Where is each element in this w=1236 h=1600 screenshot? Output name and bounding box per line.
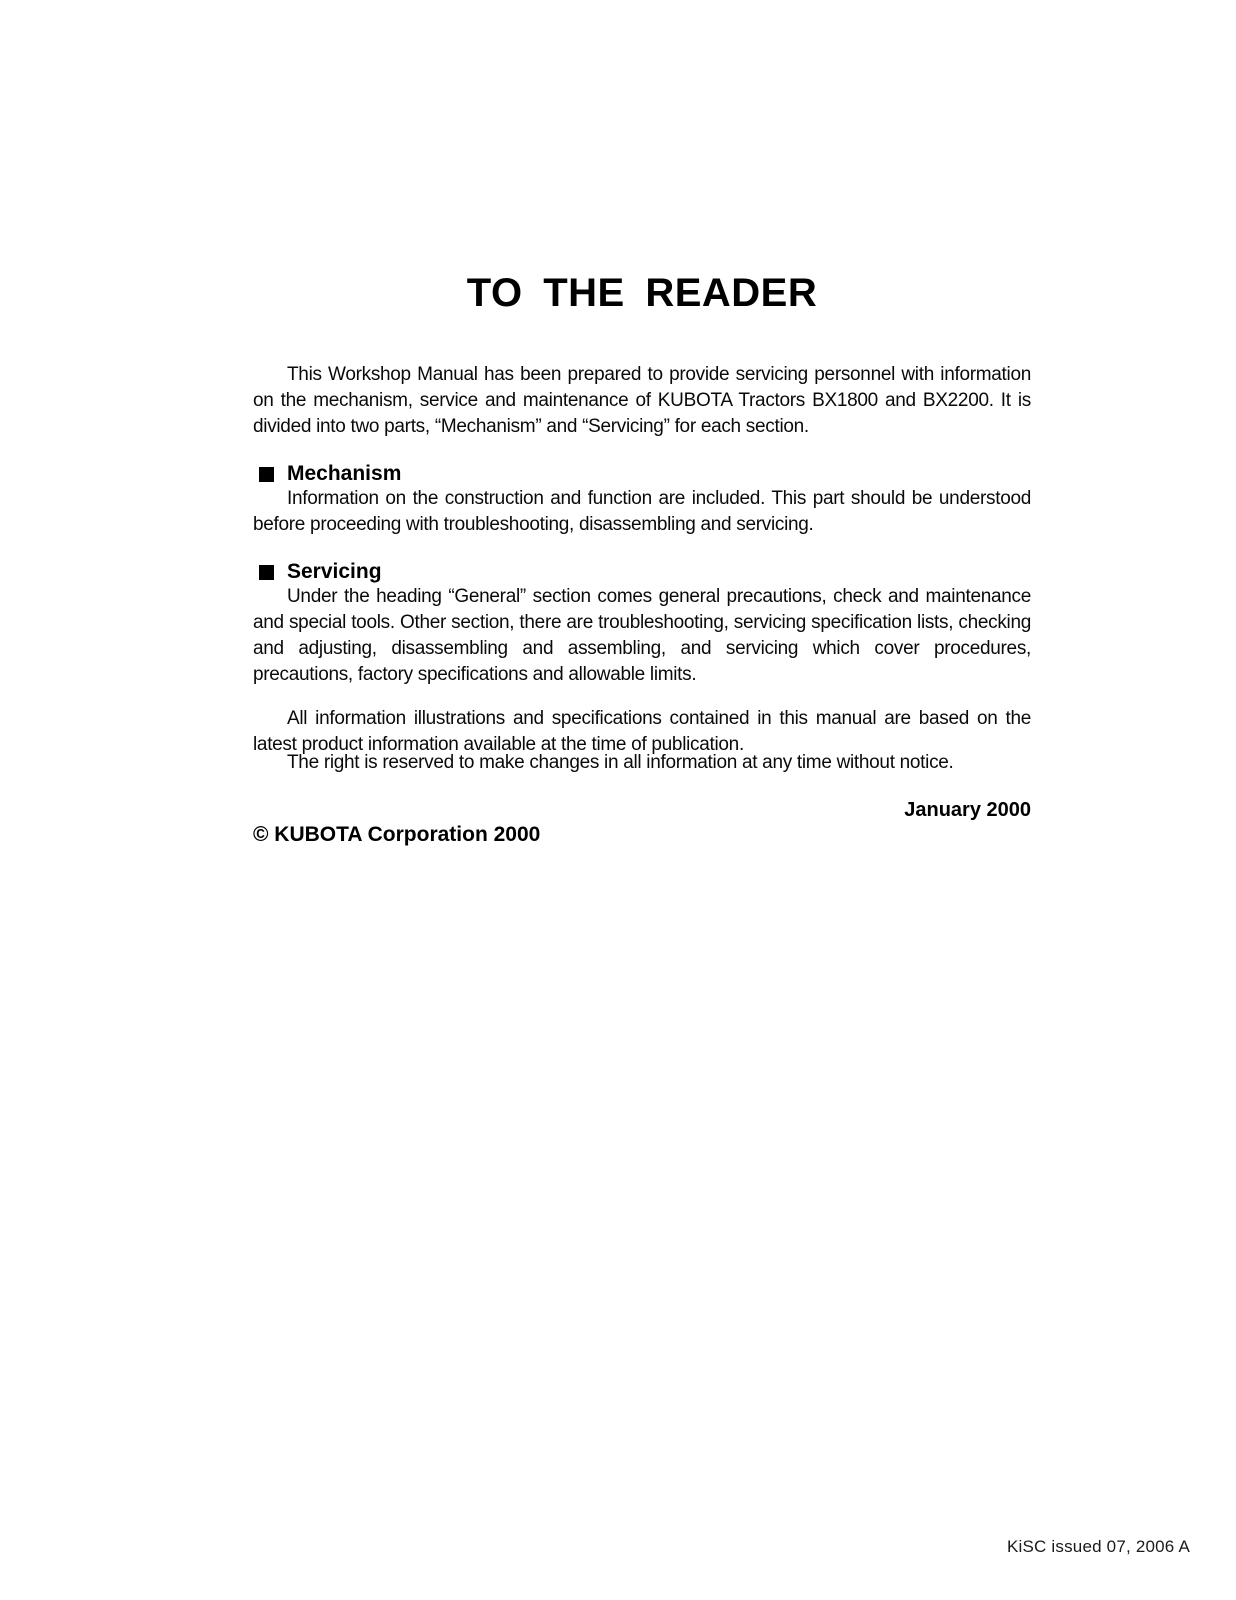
mechanism-paragraph: Information on the construction and function are included. This part should be understood before proceeding with troubleshooting, disassembling and servicing.: [253, 488, 1031, 535]
copyright-notice: © KUBOTA Corporation 2000: [253, 823, 541, 846]
footer-issue-stamp: KiSC issued 07, 2006 A: [1006, 1537, 1190, 1556]
section-heading-mechanism: [259, 461, 1031, 487]
section-heading-label: Servicing: [287, 560, 382, 583]
servicing-paragraph: Under the heading “General” section comes general precautions, check and maintenance and special tools. Other section, there are troubleshooting, servicing specification lists, checking and adjusting, disassembling and assembling, and servicing which cover procedures, precautions, factory specifications and allowable limits.: [253, 586, 1031, 685]
closing-paragraph-2: The right is reserved to make changes in all information at any time without notice.: [287, 752, 954, 773]
intro-paragraph: This Workshop Manual has been prepared to provide servicing personnel with information on the mechanism, service and maintenance of KUBOTA Tractors BX1800 and BX2200. It is divided into two parts, “Mechanism” and “Servicing” for each section.: [253, 364, 1031, 437]
closing-paragraph-1: All information illustrations and specifications contained in this manual are based on the latest product information available at the time of publication.: [253, 708, 1031, 755]
page-title: TO THE READER: [466, 271, 818, 315]
square-bullet-icon: [259, 467, 274, 482]
section-heading-servicing: [259, 559, 1031, 585]
square-bullet-icon: [259, 565, 274, 580]
section-heading-label: Mechanism: [287, 462, 402, 485]
publication-date: January 2000: [904, 799, 1031, 821]
